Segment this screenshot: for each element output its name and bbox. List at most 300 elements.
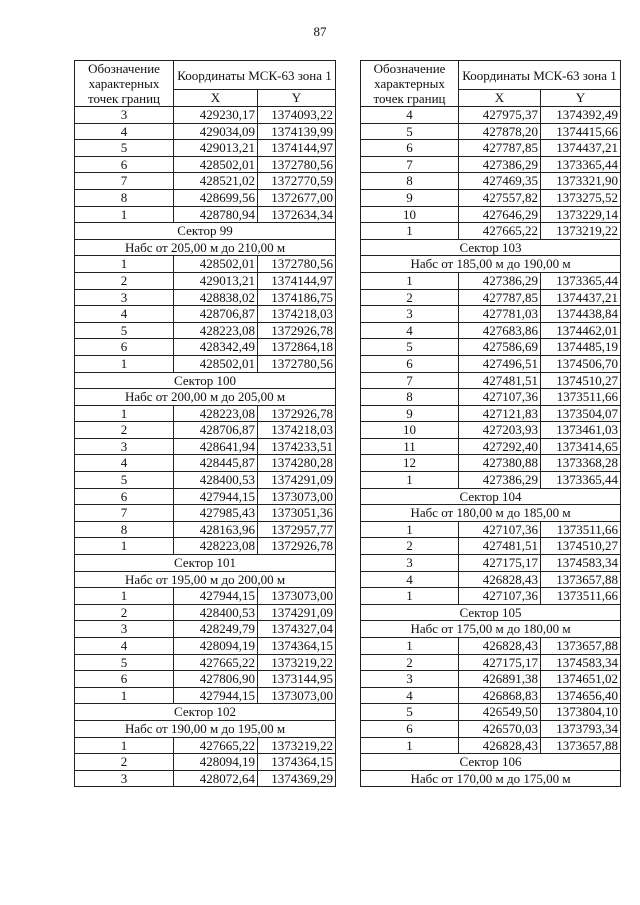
table-row [75,422,336,439]
x-coordinate: 426828,43 [459,737,541,754]
x-coordinate: 427806,90 [174,671,258,688]
table-row [75,123,336,140]
table-row [75,521,336,538]
y-coordinate: 1374186,75 [258,289,336,306]
y-coordinate: 1374291,09 [258,472,336,489]
section-heading: Набс от 175,00 м до 180,00 м [361,621,621,638]
point-number: 2 [361,654,459,671]
x-coordinate: 426570,03 [459,720,541,737]
y-coordinate: 1374327,04 [258,621,336,638]
table-row [361,455,621,472]
y-coordinate: 1373144,95 [258,671,336,688]
x-coordinate: 427878,20 [459,123,541,140]
y-coordinate: 1374656,40 [541,687,621,704]
point-number: 9 [361,189,459,206]
y-coordinate: 1374218,03 [258,422,336,439]
x-coordinate: 427646,29 [459,206,541,223]
point-number: 8 [75,521,174,538]
table-row [361,206,621,223]
table-row [75,173,336,190]
table-row [361,472,621,489]
y-coordinate: 1373365,44 [541,272,621,289]
point-number: 1 [75,538,174,555]
section-heading: Сектор 103 [361,239,621,256]
table-row [361,389,621,406]
x-coordinate: 427944,15 [174,488,258,505]
table-row [75,272,336,289]
point-number: 1 [75,405,174,422]
x-coordinate: 427292,40 [459,438,541,455]
x-coordinate: 427469,35 [459,173,541,190]
table-row [361,372,621,389]
point-number: 4 [75,455,174,472]
y-coordinate: 1373365,44 [541,156,621,173]
table-row [75,189,336,206]
y-coordinate: 1374144,97 [258,272,336,289]
point-number: 4 [361,107,459,124]
table-row [361,671,621,688]
point-number: 8 [361,173,459,190]
y-coordinate: 1373504,07 [541,405,621,422]
table-row [361,322,621,339]
x-coordinate: 427175,17 [459,654,541,671]
y-coordinate: 1373804,10 [541,704,621,721]
point-number: 12 [361,455,459,472]
table-row [75,156,336,173]
table-row [361,355,621,372]
point-number: 8 [361,389,459,406]
y-coordinate: 1373051,36 [258,505,336,522]
section-heading: Сектор 106 [361,754,621,771]
section-row [361,488,621,505]
y-coordinate: 1374291,09 [258,604,336,621]
y-coordinate: 1372926,78 [258,322,336,339]
point-number: 1 [361,272,459,289]
table-row [361,638,621,655]
x-coordinate: 427107,36 [459,389,541,406]
y-coordinate: 1374438,84 [541,306,621,323]
x-coordinate: 429013,21 [174,272,258,289]
table-row [75,256,336,273]
y-coordinate: 1373657,88 [541,737,621,754]
section-heading: Набс от 170,00 м до 175,00 м [361,770,621,787]
x-coordinate: 428223,08 [174,322,258,339]
y-coordinate: 1372780,56 [258,156,336,173]
point-number: 6 [75,339,174,356]
table-row [361,156,621,173]
table-row [361,189,621,206]
y-coordinate: 1372677,00 [258,189,336,206]
x-coordinate: 428838,02 [174,289,258,306]
table-row [361,140,621,157]
header-x: X [459,90,541,107]
x-coordinate: 428502,01 [174,256,258,273]
x-coordinate: 427203,93 [459,422,541,439]
table-row [75,621,336,638]
y-coordinate: 1373657,88 [541,571,621,588]
table-row [75,770,336,787]
x-coordinate: 426828,43 [459,638,541,655]
point-number: 1 [361,521,459,538]
table-row [75,306,336,323]
x-coordinate: 428094,19 [174,754,258,771]
point-number: 6 [75,671,174,688]
y-coordinate: 1372770,59 [258,173,336,190]
point-number: 10 [361,422,459,439]
x-coordinate: 427665,22 [174,737,258,754]
point-number: 4 [361,322,459,339]
point-number: 1 [75,355,174,372]
y-coordinate: 1373511,66 [541,588,621,605]
x-coordinate: 427481,51 [459,538,541,555]
point-number: 3 [75,770,174,787]
x-coordinate: 428706,87 [174,422,258,439]
y-coordinate: 1372780,56 [258,355,336,372]
point-number: 6 [361,720,459,737]
table-row [361,123,621,140]
x-coordinate: 428163,96 [174,521,258,538]
x-coordinate: 428641,94 [174,438,258,455]
header-coordinates: Координаты МСК-63 зона 1 [174,61,336,90]
table-row [75,538,336,555]
y-coordinate: 1374510,27 [541,538,621,555]
point-number: 1 [361,472,459,489]
table-row [75,754,336,771]
y-coordinate: 1372926,78 [258,405,336,422]
x-coordinate: 426828,43 [459,571,541,588]
table-row [75,638,336,655]
header-coordinates: Координаты МСК-63 зона 1 [459,61,621,90]
table-row [75,339,336,356]
y-coordinate: 1373321,90 [541,173,621,190]
x-coordinate: 428502,01 [174,156,258,173]
section-row [361,604,621,621]
x-coordinate: 428521,02 [174,173,258,190]
y-coordinate: 1374233,51 [258,438,336,455]
x-coordinate: 428072,64 [174,770,258,787]
point-number: 1 [75,588,174,605]
table-row [361,538,621,555]
x-coordinate: 427557,82 [459,189,541,206]
section-row [361,621,621,638]
table-row [361,173,621,190]
y-coordinate: 1374392,49 [541,107,621,124]
x-coordinate: 427787,85 [459,289,541,306]
page-number: 87 [313,24,327,39]
table-row [361,339,621,356]
x-coordinate: 427175,17 [459,555,541,572]
y-coordinate: 1374144,97 [258,140,336,157]
section-heading: Сектор 105 [361,604,621,621]
point-number: 5 [75,140,174,157]
section-row [75,223,336,240]
point-number: 7 [361,372,459,389]
header-x: X [174,90,258,107]
point-number: 2 [75,604,174,621]
x-coordinate: 427985,43 [174,505,258,522]
y-coordinate: 1374506,70 [541,355,621,372]
point-number: 2 [361,538,459,555]
y-coordinate: 1373073,00 [258,488,336,505]
section-heading: Набс от 195,00 м до 200,00 м [75,571,336,588]
point-number: 3 [75,107,174,124]
section-heading: Сектор 99 [75,223,336,240]
x-coordinate: 429013,21 [174,140,258,157]
point-number: 5 [361,123,459,140]
table-row [361,521,621,538]
y-coordinate: 1373461,03 [541,422,621,439]
x-coordinate: 427944,15 [174,687,258,704]
y-coordinate: 1374437,21 [541,140,621,157]
point-number: 5 [75,654,174,671]
x-coordinate: 429230,17 [174,107,258,124]
table-row [361,588,621,605]
x-coordinate: 428223,08 [174,538,258,555]
section-row [361,505,621,522]
section-row [75,555,336,572]
point-number: 1 [361,588,459,605]
table-row [361,687,621,704]
y-coordinate: 1372926,78 [258,538,336,555]
point-number: 2 [75,422,174,439]
y-coordinate: 1373073,00 [258,588,336,605]
table-row [75,737,336,754]
y-coordinate: 1374485,19 [541,339,621,356]
table-row [361,737,621,754]
point-number: 1 [361,223,459,240]
x-coordinate: 427944,15 [174,588,258,605]
point-number: 4 [361,571,459,588]
section-row [75,389,336,406]
header-points-label: Обозначение характерных точек границ [75,61,174,107]
table-row [361,272,621,289]
y-coordinate: 1372780,56 [258,256,336,273]
section-row [361,770,621,787]
table-row [75,322,336,339]
x-coordinate: 427781,03 [459,306,541,323]
table-row [361,405,621,422]
section-row [361,754,621,771]
section-heading: Сектор 101 [75,555,336,572]
x-coordinate: 428445,87 [174,455,258,472]
table-row [75,505,336,522]
point-number: 3 [361,555,459,572]
point-number: 2 [75,754,174,771]
x-coordinate: 427975,37 [459,107,541,124]
table-row [361,555,621,572]
section-heading: Набс от 185,00 м до 190,00 м [361,256,621,273]
point-number: 6 [75,488,174,505]
table-row [361,223,621,240]
point-number: 5 [75,472,174,489]
point-number: 1 [75,206,174,223]
coordinates-table-left [74,60,336,787]
point-number: 4 [361,687,459,704]
table-row [361,107,621,124]
section-heading: Сектор 102 [75,704,336,721]
y-coordinate: 1374510,27 [541,372,621,389]
header-y: Y [541,90,621,107]
table-row [361,704,621,721]
y-coordinate: 1373511,66 [541,521,621,538]
point-number: 4 [75,638,174,655]
point-number: 1 [361,737,459,754]
point-number: 9 [361,405,459,422]
table-row [75,671,336,688]
point-number: 7 [75,173,174,190]
y-coordinate: 1374139,99 [258,123,336,140]
section-row [75,239,336,256]
section-heading: Набс от 180,00 м до 185,00 м [361,505,621,522]
point-number: 4 [75,123,174,140]
x-coordinate: 427496,51 [459,355,541,372]
x-coordinate: 427386,29 [459,156,541,173]
point-number: 1 [75,737,174,754]
x-coordinate: 428223,08 [174,405,258,422]
point-number: 3 [361,306,459,323]
y-coordinate: 1373793,34 [541,720,621,737]
header-y: Y [258,90,336,107]
y-coordinate: 1373219,22 [258,654,336,671]
point-number: 6 [361,140,459,157]
x-coordinate: 428249,79 [174,621,258,638]
y-coordinate: 1374364,15 [258,638,336,655]
x-coordinate: 428094,19 [174,638,258,655]
section-heading: Сектор 100 [75,372,336,389]
x-coordinate: 426891,38 [459,671,541,688]
x-coordinate: 428400,53 [174,604,258,621]
table-row [75,654,336,671]
y-coordinate: 1373219,22 [541,223,621,240]
point-number: 1 [75,687,174,704]
table-row [75,289,336,306]
x-coordinate: 427665,22 [174,654,258,671]
table-row [361,289,621,306]
x-coordinate: 427586,69 [459,339,541,356]
header-points-label: Обозначение характерных точек границ [361,61,459,107]
point-number: 3 [361,671,459,688]
y-coordinate: 1373511,66 [541,389,621,406]
x-coordinate: 427665,22 [459,223,541,240]
x-coordinate: 427121,83 [459,405,541,422]
x-coordinate: 427683,86 [459,322,541,339]
y-coordinate: 1374583,34 [541,555,621,572]
x-coordinate: 427107,36 [459,588,541,605]
y-coordinate: 1373657,88 [541,638,621,655]
coordinates-table-right [360,60,621,787]
table-row [75,687,336,704]
table-row [75,488,336,505]
y-coordinate: 1372957,77 [258,521,336,538]
y-coordinate: 1372864,18 [258,339,336,356]
y-coordinate: 1374218,03 [258,306,336,323]
point-number: 5 [75,322,174,339]
section-row [75,720,336,737]
section-row [75,704,336,721]
y-coordinate: 1374651,02 [541,671,621,688]
table-row [75,438,336,455]
x-coordinate: 429034,09 [174,123,258,140]
y-coordinate: 1373368,28 [541,455,621,472]
y-coordinate: 1373414,65 [541,438,621,455]
y-coordinate: 1374093,22 [258,107,336,124]
y-coordinate: 1374364,15 [258,754,336,771]
x-coordinate: 427386,29 [459,272,541,289]
x-coordinate: 427380,88 [459,455,541,472]
section-heading: Сектор 104 [361,488,621,505]
point-number: 5 [361,704,459,721]
y-coordinate: 1374437,21 [541,289,621,306]
section-row [75,571,336,588]
table-row [361,720,621,737]
table-row [75,588,336,605]
table-row [75,140,336,157]
y-coordinate: 1373229,14 [541,206,621,223]
y-coordinate: 1373365,44 [541,472,621,489]
table-row [75,455,336,472]
point-number: 3 [75,438,174,455]
table-row [361,571,621,588]
table-row [361,654,621,671]
point-number: 7 [75,505,174,522]
section-row [361,256,621,273]
section-row [361,239,621,256]
y-coordinate: 1374280,28 [258,455,336,472]
x-coordinate: 427107,36 [459,521,541,538]
section-row [75,372,336,389]
point-number: 2 [361,289,459,306]
y-coordinate: 1372634,34 [258,206,336,223]
y-coordinate: 1374583,34 [541,654,621,671]
y-coordinate: 1374415,66 [541,123,621,140]
point-number: 11 [361,438,459,455]
y-coordinate: 1373219,22 [258,737,336,754]
table-row [361,422,621,439]
table-row [75,206,336,223]
x-coordinate: 428706,87 [174,306,258,323]
table-row [75,355,336,372]
point-number: 8 [75,189,174,206]
x-coordinate: 427787,85 [459,140,541,157]
x-coordinate: 427481,51 [459,372,541,389]
x-coordinate: 426868,83 [459,687,541,704]
section-heading: Набс от 205,00 м до 210,00 м [75,239,336,256]
table-row [75,472,336,489]
x-coordinate: 428780,94 [174,206,258,223]
section-heading: Набс от 200,00 м до 205,00 м [75,389,336,406]
point-number: 3 [75,621,174,638]
y-coordinate: 1374462,01 [541,322,621,339]
x-coordinate: 428342,49 [174,339,258,356]
x-coordinate: 428502,01 [174,355,258,372]
x-coordinate: 426549,50 [459,704,541,721]
y-coordinate: 1373275,52 [541,189,621,206]
table-row [361,438,621,455]
point-number: 1 [75,256,174,273]
point-number: 10 [361,206,459,223]
y-coordinate: 1373073,00 [258,687,336,704]
x-coordinate: 428699,56 [174,189,258,206]
table-row [75,107,336,124]
table-row [75,604,336,621]
point-number: 3 [75,289,174,306]
point-number: 6 [361,355,459,372]
point-number: 4 [75,306,174,323]
section-heading: Набс от 190,00 м до 195,00 м [75,720,336,737]
point-number: 6 [75,156,174,173]
point-number: 2 [75,272,174,289]
table-row [75,405,336,422]
